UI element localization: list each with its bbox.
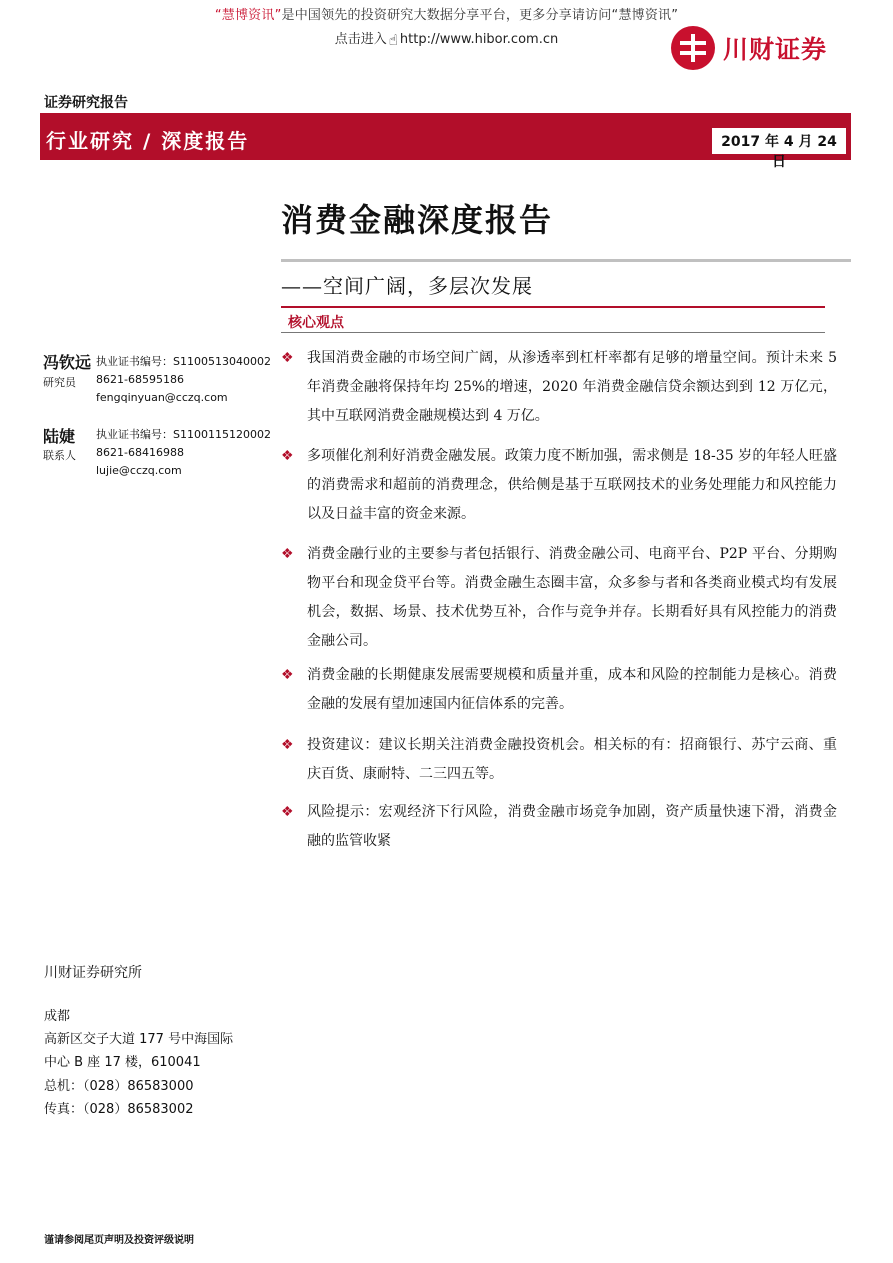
quote-close: ” [274,8,282,23]
banner-text: 是中国领先的投资研究大数据分享平台，更多分享请访问 [281,8,612,23]
report-type: 证券研究报告 [44,95,128,111]
core-point-text: 投资建议：建议长期关注消费金融投资机会。相关标的有：招商银行、苏宁云商、重庆百货、康耐特、二三四五等。 [307,737,837,782]
hand-pointer-icon: ☝ [388,31,398,49]
core-point-text: 消费金融行业的主要参与者包括银行、消费金融公司、电商平台、P2P 平台、分期购物平台和现金贷平台等。消费金融生态圈丰富，众多参与者和各类商业模式均有发展机会，数据、场景、技术优势互补，合作与竞争并存。长期看好具有风控能力的消费金融公司。 [307,546,837,649]
section-divider-top [281,306,825,308]
analyst-email: fengqinyuan@cczq.com [96,391,228,404]
core-point [281,442,837,529]
analyst-cert: 执业证书编号：S1100513040002 [96,355,271,368]
diamond-bullet-icon: ❖ [281,804,294,820]
address-line: 传真：（028）86583002 [44,1102,194,1117]
core-point [281,661,837,719]
core-point-text: 消费金融的长期健康发展需要规模和质量并重，成本和风险的控制能力是核心。消费金融的发展有望加速国内征信体系的完善。 [307,667,837,712]
analyst-phone: 8621-68416988 [96,446,184,459]
page-subtitle: ——空间广阔，多层次发展 [281,274,533,298]
analyst-email: lujie@cczq.com [96,464,182,477]
institute-name: 川财证券研究所 [44,965,142,981]
analyst-role: 联系人 [43,449,76,462]
address-line: 总机：（028）86583000 [44,1079,194,1094]
analyst-name: 冯钦远 [43,353,92,372]
report-date: 2017 年 4 月 24 日 [721,134,837,170]
core-point [281,798,837,856]
diamond-bullet-icon: ❖ [281,737,294,753]
banner-url-link[interactable]: http://www.hibor.com.cn [399,32,559,47]
diamond-bullet-icon: ❖ [281,448,294,464]
footer-disclaimer: 谨请参阅尾页声明及投资评级说明 [44,1235,194,1246]
core-views-label: 核心观点 [288,315,344,331]
analyst-role: 研究员 [43,376,76,389]
diamond-bullet-icon: ❖ [281,350,294,366]
core-point [281,540,837,656]
core-point [281,344,837,431]
quote-open: “ [214,8,222,23]
diamond-bullet-icon: ❖ [281,667,294,683]
analyst-cert: 执业证书编号：S1100115120002 [96,428,271,441]
top-banner-line1 [0,4,893,23]
core-point-text: 我国消费金融的市场空间广阔，从渗透率到杠杆率都有足够的增量空间。预计未来 5 年消费金融将保持年均 25%的增速，2020 年消费金融信贷余额达到到 12 万亿元，其中互联网消费金融规模达到 4 万亿。 [307,350,837,424]
analyst-name: 陆婕 [43,427,76,446]
core-point-text: 风险提示：宏观经济下行风险，消费金融市场竞争加剧，资产质量快速下滑，消费金融的监管收紧 [307,804,837,849]
diamond-bullet-icon: ❖ [281,546,294,562]
core-point-text: 多项催化剂利好消费金融发展。政策力度不断加强，需求侧是 18-35 岁的年轻人旺盛的消费需求和超前的消费理念，供给侧是基于互联网技术的业务处理能力和风控能力以及日益丰富的资金来源。 [307,448,837,522]
banner-brand-2: “慧博资讯” [611,8,679,23]
report-category: 行业研究 / 深度报告 [46,129,250,153]
core-point [281,731,837,789]
address-line: 成都 [44,1009,71,1024]
company-logo [671,25,827,71]
banner-brand: 慧博资讯 [221,8,275,23]
address-line: 高新区交子大道 177 号中海国际 [44,1032,234,1047]
page-title: 消费金融深度报告 [281,201,554,239]
banner-click-text: 点击进入 [334,32,387,47]
analyst-phone: 8621-68595186 [96,373,184,386]
logo-text: 川财证券 [723,35,828,64]
logo-mark-icon [671,26,715,70]
section-divider-bottom [281,332,825,333]
address-line: 中心 B 座 17 楼，610041 [44,1055,201,1070]
title-divider [281,259,851,262]
